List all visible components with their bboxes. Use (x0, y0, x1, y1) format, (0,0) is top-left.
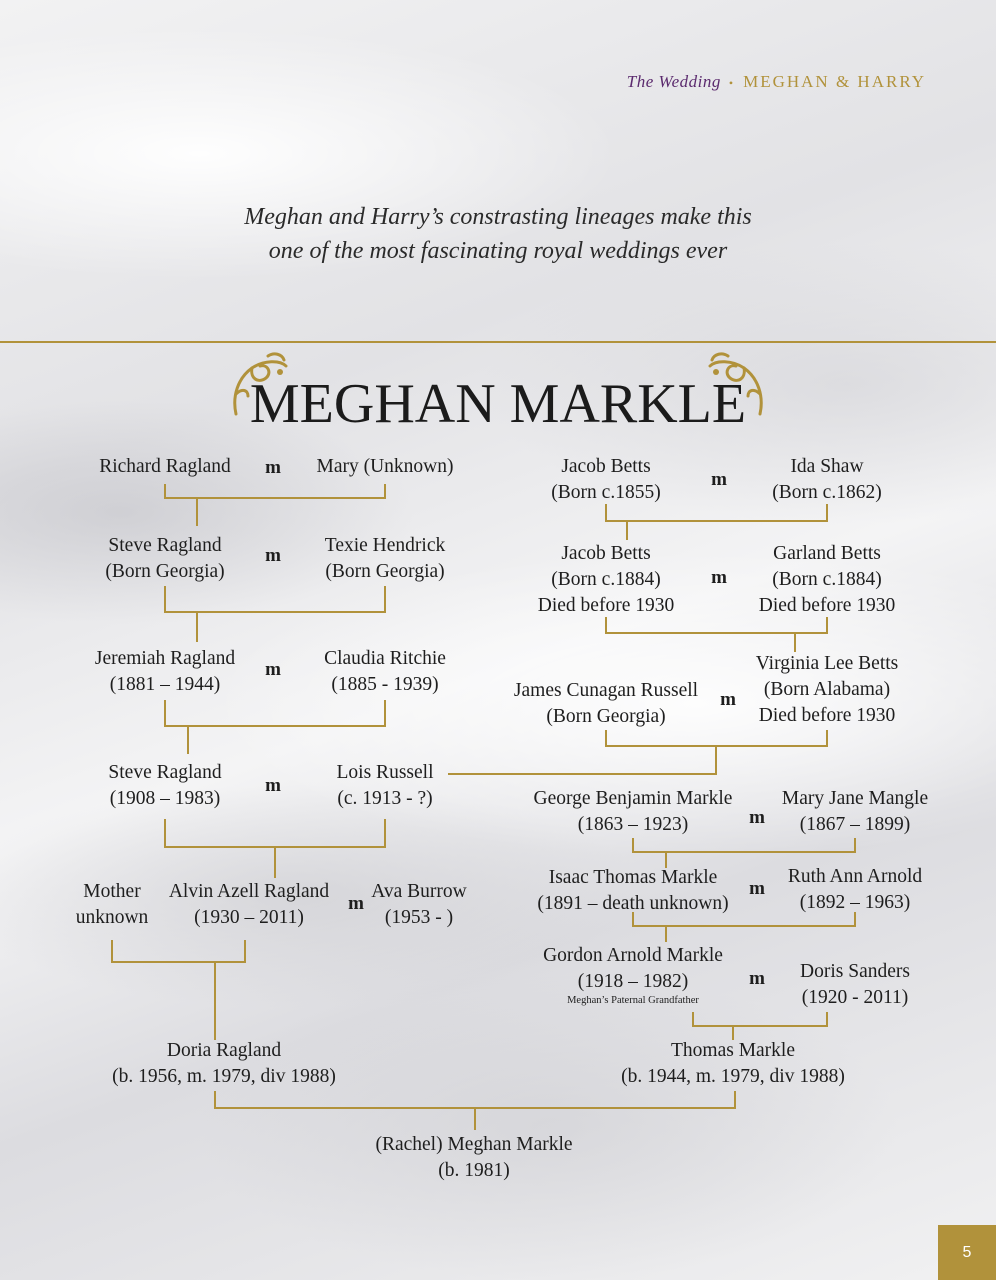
person-steve-ragland-1908: Steve Ragland (1908 – 1983) (108, 762, 222, 809)
person-texie-hendrick: Texie Hendrick (Born Georgia) (324, 535, 446, 582)
page-title: MEGHAN MARKLE (249, 373, 747, 435)
person-jeremiah-ragland: Jeremiah Ragland (1881 – 1944) (94, 648, 236, 695)
person-ida-shaw: Ida Shaw (Born c.1862) (772, 456, 882, 503)
publication-title: MEGHAN & HARRY (743, 72, 926, 91)
marriage-marker: m (711, 469, 727, 490)
section-title: The Wedding (626, 72, 721, 91)
marriage-marker: m (265, 457, 281, 478)
person-doris-sanders: Doris Sanders (1920 - 2011) (800, 961, 910, 1008)
grandfather-note: Meghan’s Paternal Grandfather (567, 995, 699, 1006)
marriage-marker: m (265, 659, 281, 680)
person-george-markle: George Benjamin Markle (1863 – 1923) (533, 788, 733, 835)
person-richard-ragland: Richard Ragland (99, 456, 231, 477)
marriage-marker: m (720, 689, 736, 710)
marriage-marker: m (265, 775, 281, 796)
person-claudia-ritchie: Claudia Ritchie (1885 - 1939) (324, 648, 446, 695)
person-isaac-markle: Isaac Thomas Markle (1891 – death unknown) (537, 867, 729, 914)
person-garland-betts: Garland Betts (Born c.1884) Died before 1930 (758, 543, 896, 616)
marriage-marker: m (749, 968, 765, 989)
person-alvin-ragland: Alvin Azell Ragland (1930 – 2011) (168, 881, 330, 928)
person-gordon-markle: Gordon Arnold Markle (1918 – 1982) Meghan’s Paternal Grandfather (543, 945, 723, 1006)
person-jacob-betts-1855: Jacob Betts (Born c.1855) (551, 456, 661, 503)
person-meghan-markle: (Rachel) Meghan Markle (b. 1981) (375, 1134, 573, 1181)
person-lois-russell: Lois Russell (c. 1913 - ?) (336, 762, 434, 809)
person-mother-unknown: Mother unknown (75, 881, 149, 928)
person-mary-unknown: Mary (Unknown) (316, 456, 454, 477)
intro-line-1: Meghan and Harry’s constrasting lineages make this (244, 204, 752, 230)
person-thomas-markle: Thomas Markle (b. 1944, m. 1979, div 1988) (621, 1040, 845, 1087)
marriage-marker: m (265, 545, 281, 566)
person-jacob-betts-1884: Jacob Betts (Born c.1884) Died before 1930 (537, 543, 675, 616)
marriage-marker: m (749, 807, 765, 828)
person-virginia-betts: Virginia Lee Betts (Born Alabama) Died before 1930 (755, 653, 899, 726)
header-separator: • (728, 75, 736, 90)
person-james-russell: James Cunagan Russell (Born Georgia) (513, 680, 699, 727)
person-mary-jane-mangle: Mary Jane Mangle (1867 – 1899) (781, 788, 929, 835)
person-doria-ragland: Doria Ragland (b. 1956, m. 1979, div 1988) (112, 1040, 336, 1087)
marriage-marker: m (348, 893, 364, 914)
marriage-marker: m (749, 878, 765, 899)
person-steve-ragland-georgia: Steve Ragland (Born Georgia) (105, 535, 225, 582)
marriage-marker: m (711, 567, 727, 588)
intro-line-2: one of the most fascinating royal weddings ever (268, 238, 728, 264)
page-number: 5 (938, 1225, 996, 1280)
person-ruth-ann-arnold: Ruth Ann Arnold (1892 – 1963) (787, 866, 923, 913)
person-ava-burrow: Ava Burrow (1953 - ) (371, 881, 467, 928)
